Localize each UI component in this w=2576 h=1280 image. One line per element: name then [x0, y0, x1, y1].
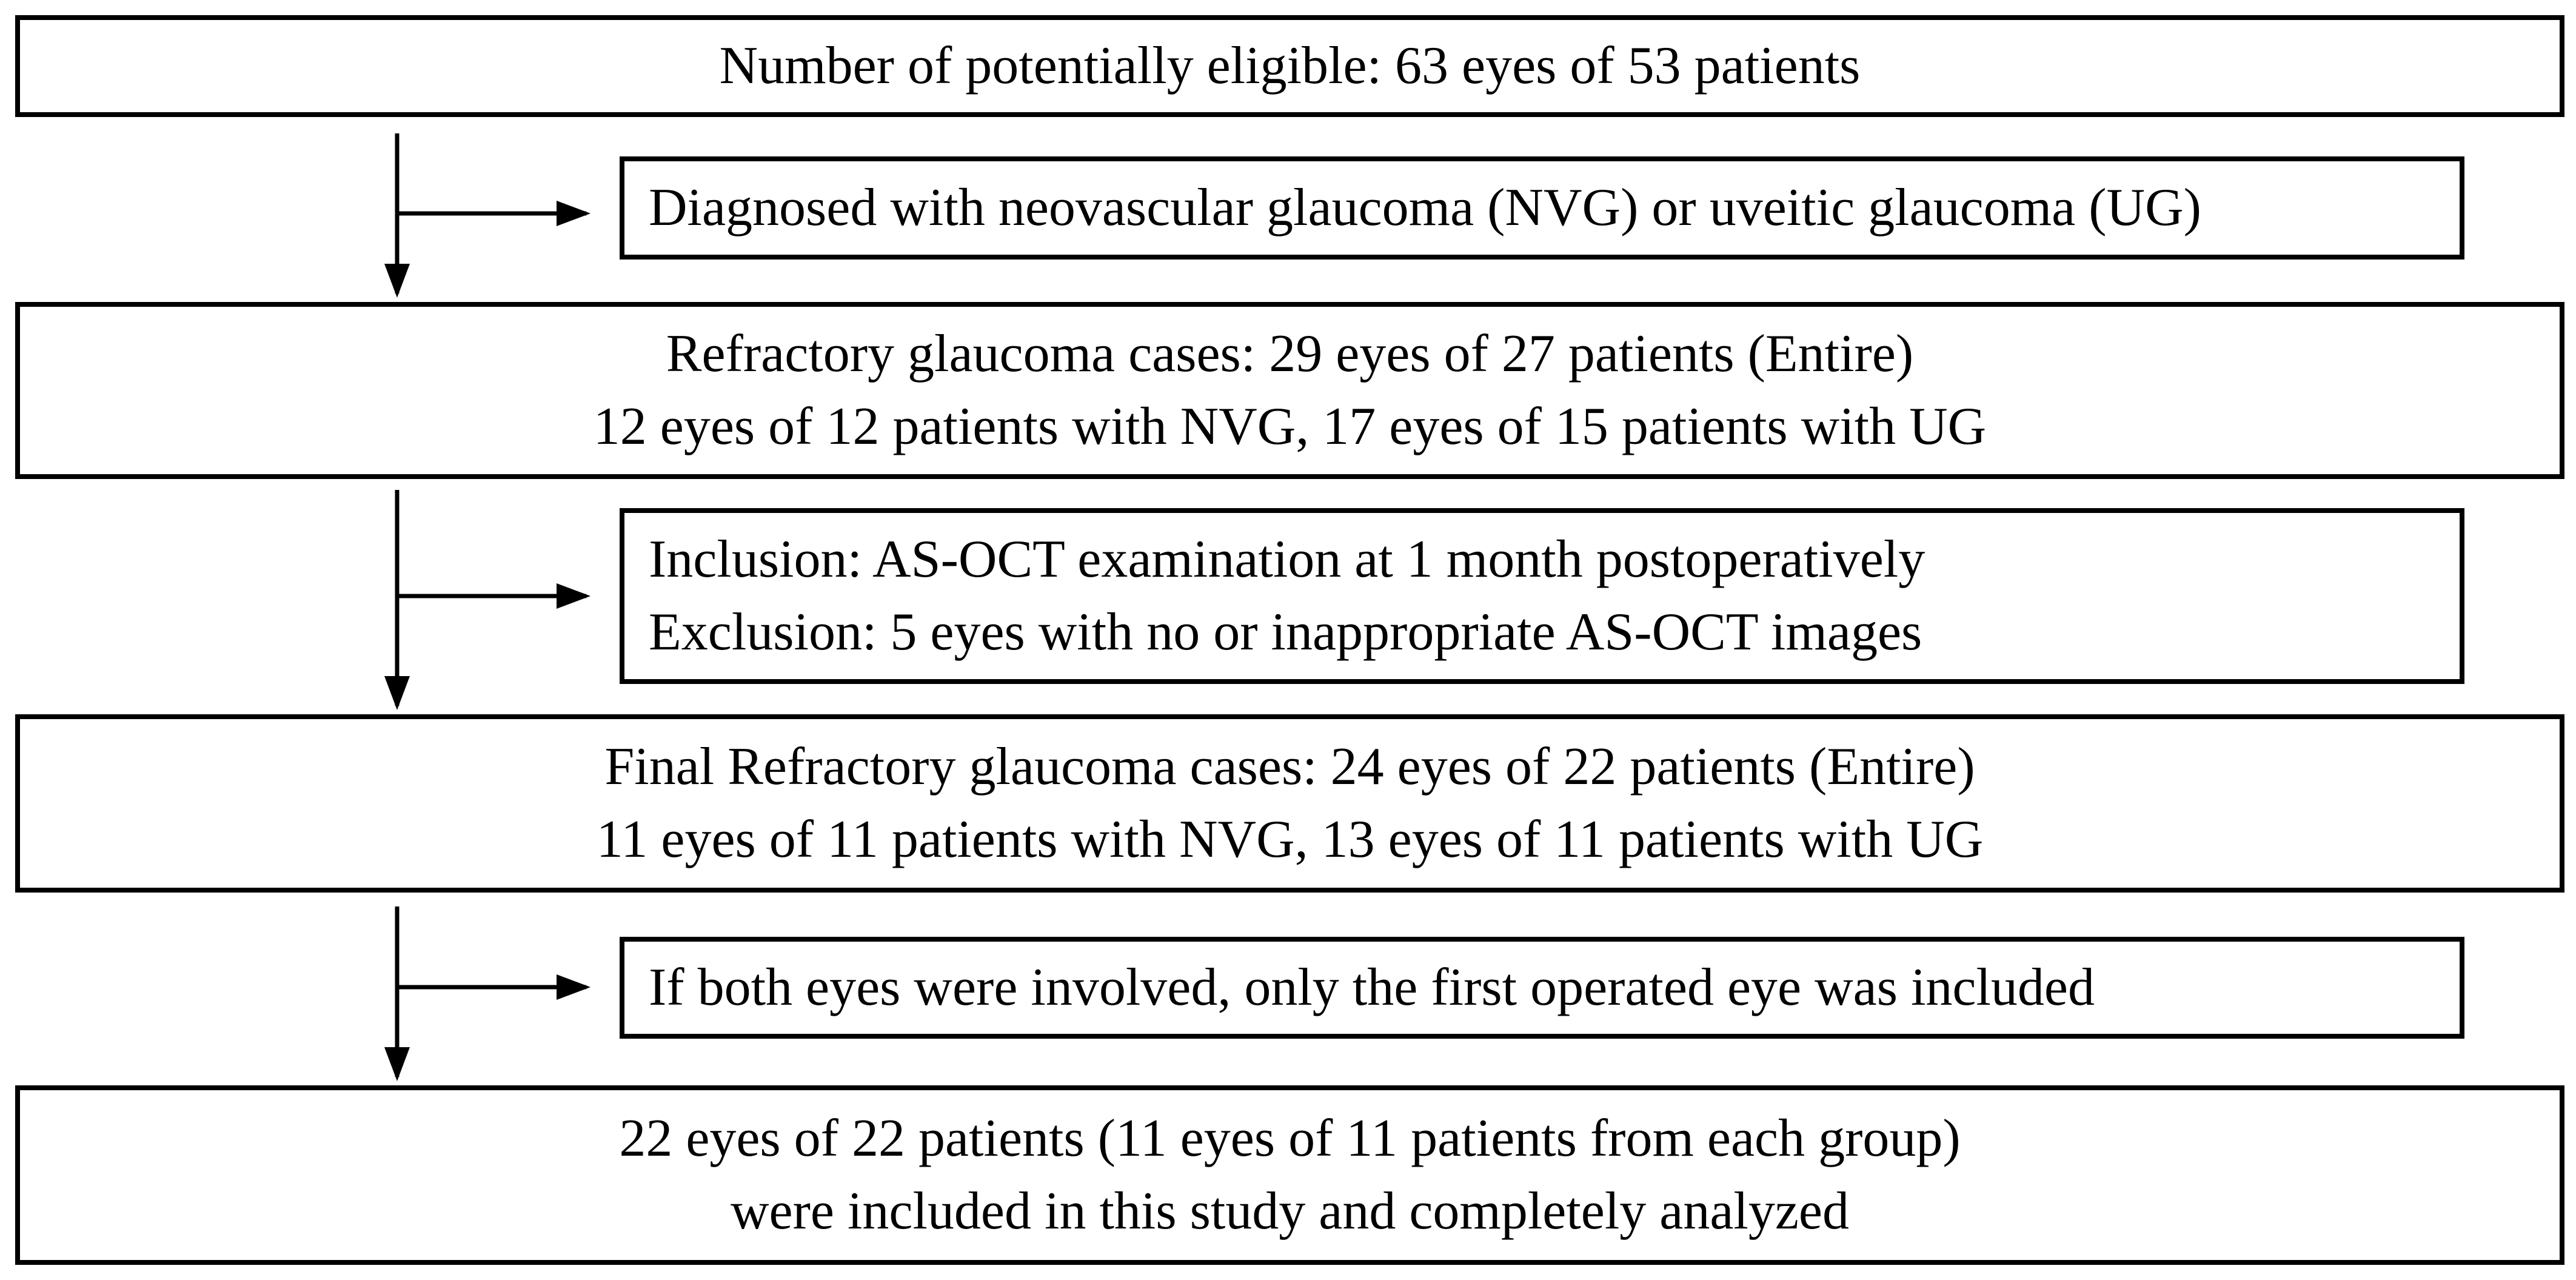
eligible-text: Number of potentially eligible: 63 eyes of 53 patients	[719, 36, 1861, 95]
refractory-cases-line-1: Refractory glaucoma cases: 29 eyes of 27 patients (Entire)	[666, 324, 1914, 383]
final-refractory-line-2: 11 eyes of 11 patients with NVG, 13 eyes of 11 patients with UG	[596, 810, 1984, 869]
refractory-cases-line-2: 12 eyes of 12 patients with NVG, 17 eyes of 15 patients with UG	[593, 397, 1987, 456]
both-eyes-rule-text: If both eyes were involved, only the first operated eye was included	[649, 958, 2095, 1017]
exclusion-criteria-text: Exclusion: 5 eyes with no or inappropriate AS-OCT images	[649, 603, 1922, 662]
diagnosis-exclusion-text: Diagnosed with neovascular glaucoma (NVG) or uveitic glaucoma (UG)	[649, 178, 2201, 237]
final-refractory-line-1: Final Refractory glaucoma cases: 24 eyes of 22 patients (Entire)	[604, 737, 1975, 796]
analyzed-line-1: 22 eyes of 22 patients (11 eyes of 11 patients from each group)	[619, 1109, 1961, 1168]
analyzed-line-2: were included in this study and completely analyzed	[731, 1182, 1849, 1241]
inclusion-criteria-text: Inclusion: AS-OCT examination at 1 month postoperatively	[649, 530, 1925, 589]
